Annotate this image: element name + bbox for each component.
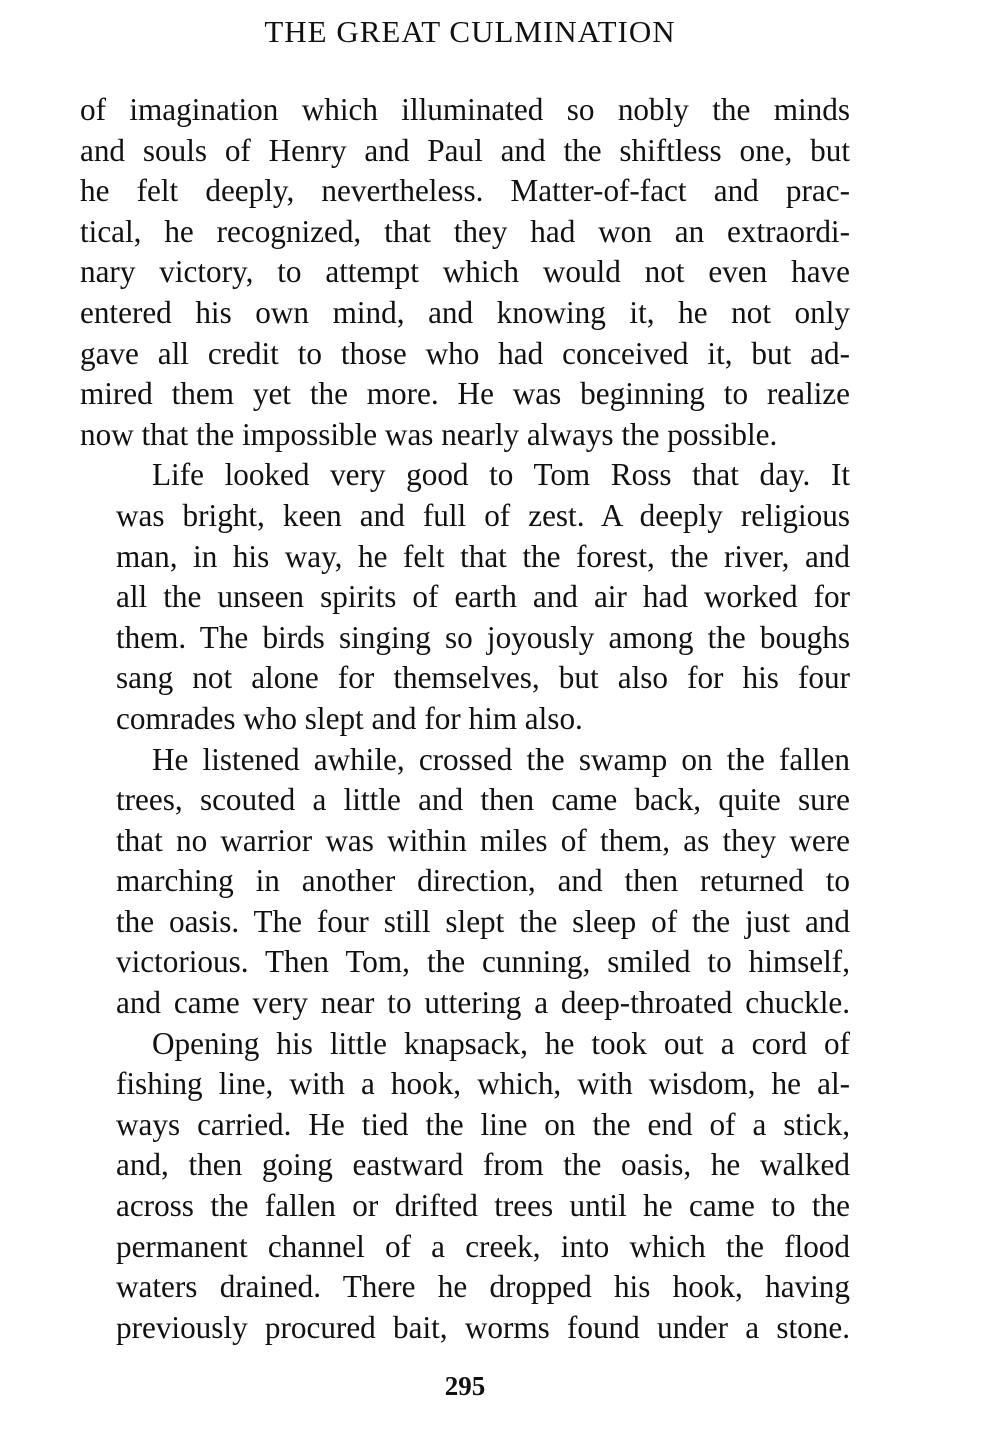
text-line: all the unseen spirits of earth and air had worked for	[116, 579, 850, 615]
text-line: and came very near to uttering a deep-throated chuckle.	[116, 985, 850, 1021]
running-title: THE GREAT CULMINATION	[264, 14, 676, 49]
text-line: entered his own mind, and knowing it, he not only	[80, 294, 850, 330]
text-line: permanent channel of a creek, into which the flood	[116, 1228, 850, 1264]
text-line: that no warrior was within miles of them, as they were	[116, 822, 850, 858]
paragraph-3	[80, 740, 850, 1024]
text-line: victorious. Then Tom, the cunning, smiled to himself,	[116, 944, 850, 980]
text-line: comrades who slept and for him also.	[116, 700, 583, 736]
text-line: gave all credit to those who had conceived it, but ad-	[80, 335, 850, 371]
paragraph-2	[80, 455, 850, 739]
text-line: he felt deeply, nevertheless. Matter-of-fact and prac-	[80, 173, 850, 209]
text-line: was bright, keen and full of zest. A deeply religious	[116, 497, 850, 533]
text-line: and, then going eastward from the oasis, he walked	[116, 1147, 850, 1183]
text-line: He listened awhile, crossed the swamp on the fallen	[152, 741, 850, 777]
text-line: waters drained. There he dropped his hook, having	[116, 1269, 850, 1305]
text-line: of imagination which illuminated so nobly the minds	[80, 92, 850, 127]
text-line: previously procured bait, worms found under a stone.	[116, 1309, 850, 1345]
text-line: ways carried. He tied the line on the end of a stick,	[116, 1106, 850, 1142]
text-line: the oasis. The four still slept the sleep of the just and	[116, 903, 850, 939]
paragraph-4	[80, 1024, 850, 1349]
text-line: and souls of Henry and Paul and the shiftless one, but	[80, 132, 850, 168]
text-line: trees, scouted a little and then came back, quite sure	[116, 782, 850, 818]
text-line: Life looked very good to Tom Ross that day. It	[152, 457, 850, 493]
text-line: fishing line, with a hook, which, with wisdom, he al-	[116, 1066, 850, 1102]
text-line: now that the impossible was nearly always the possible.	[80, 416, 778, 452]
text-line: marching in another direction, and then returned to	[116, 863, 850, 899]
paragraph-1	[80, 90, 850, 455]
text-line: across the fallen or drifted trees until he came to the	[116, 1188, 850, 1224]
text-line: tical, he recognized, that they had won an extraordi-	[80, 213, 850, 249]
text-line: sang not alone for themselves, but also for his four	[116, 660, 850, 696]
text-line: mired them yet the more. He was beginning to realize	[80, 376, 850, 412]
page-number: 295	[444, 1371, 486, 1401]
text-line: man, in his way, he felt that the forest, the river, and	[116, 538, 850, 574]
text-line: Opening his little knapsack, he took out a cord of	[152, 1025, 850, 1061]
text-line: nary victory, to attempt which would not even have	[80, 254, 850, 290]
body-text	[80, 90, 850, 1348]
text-line: them. The birds singing so joyously among the boughs	[116, 619, 850, 655]
